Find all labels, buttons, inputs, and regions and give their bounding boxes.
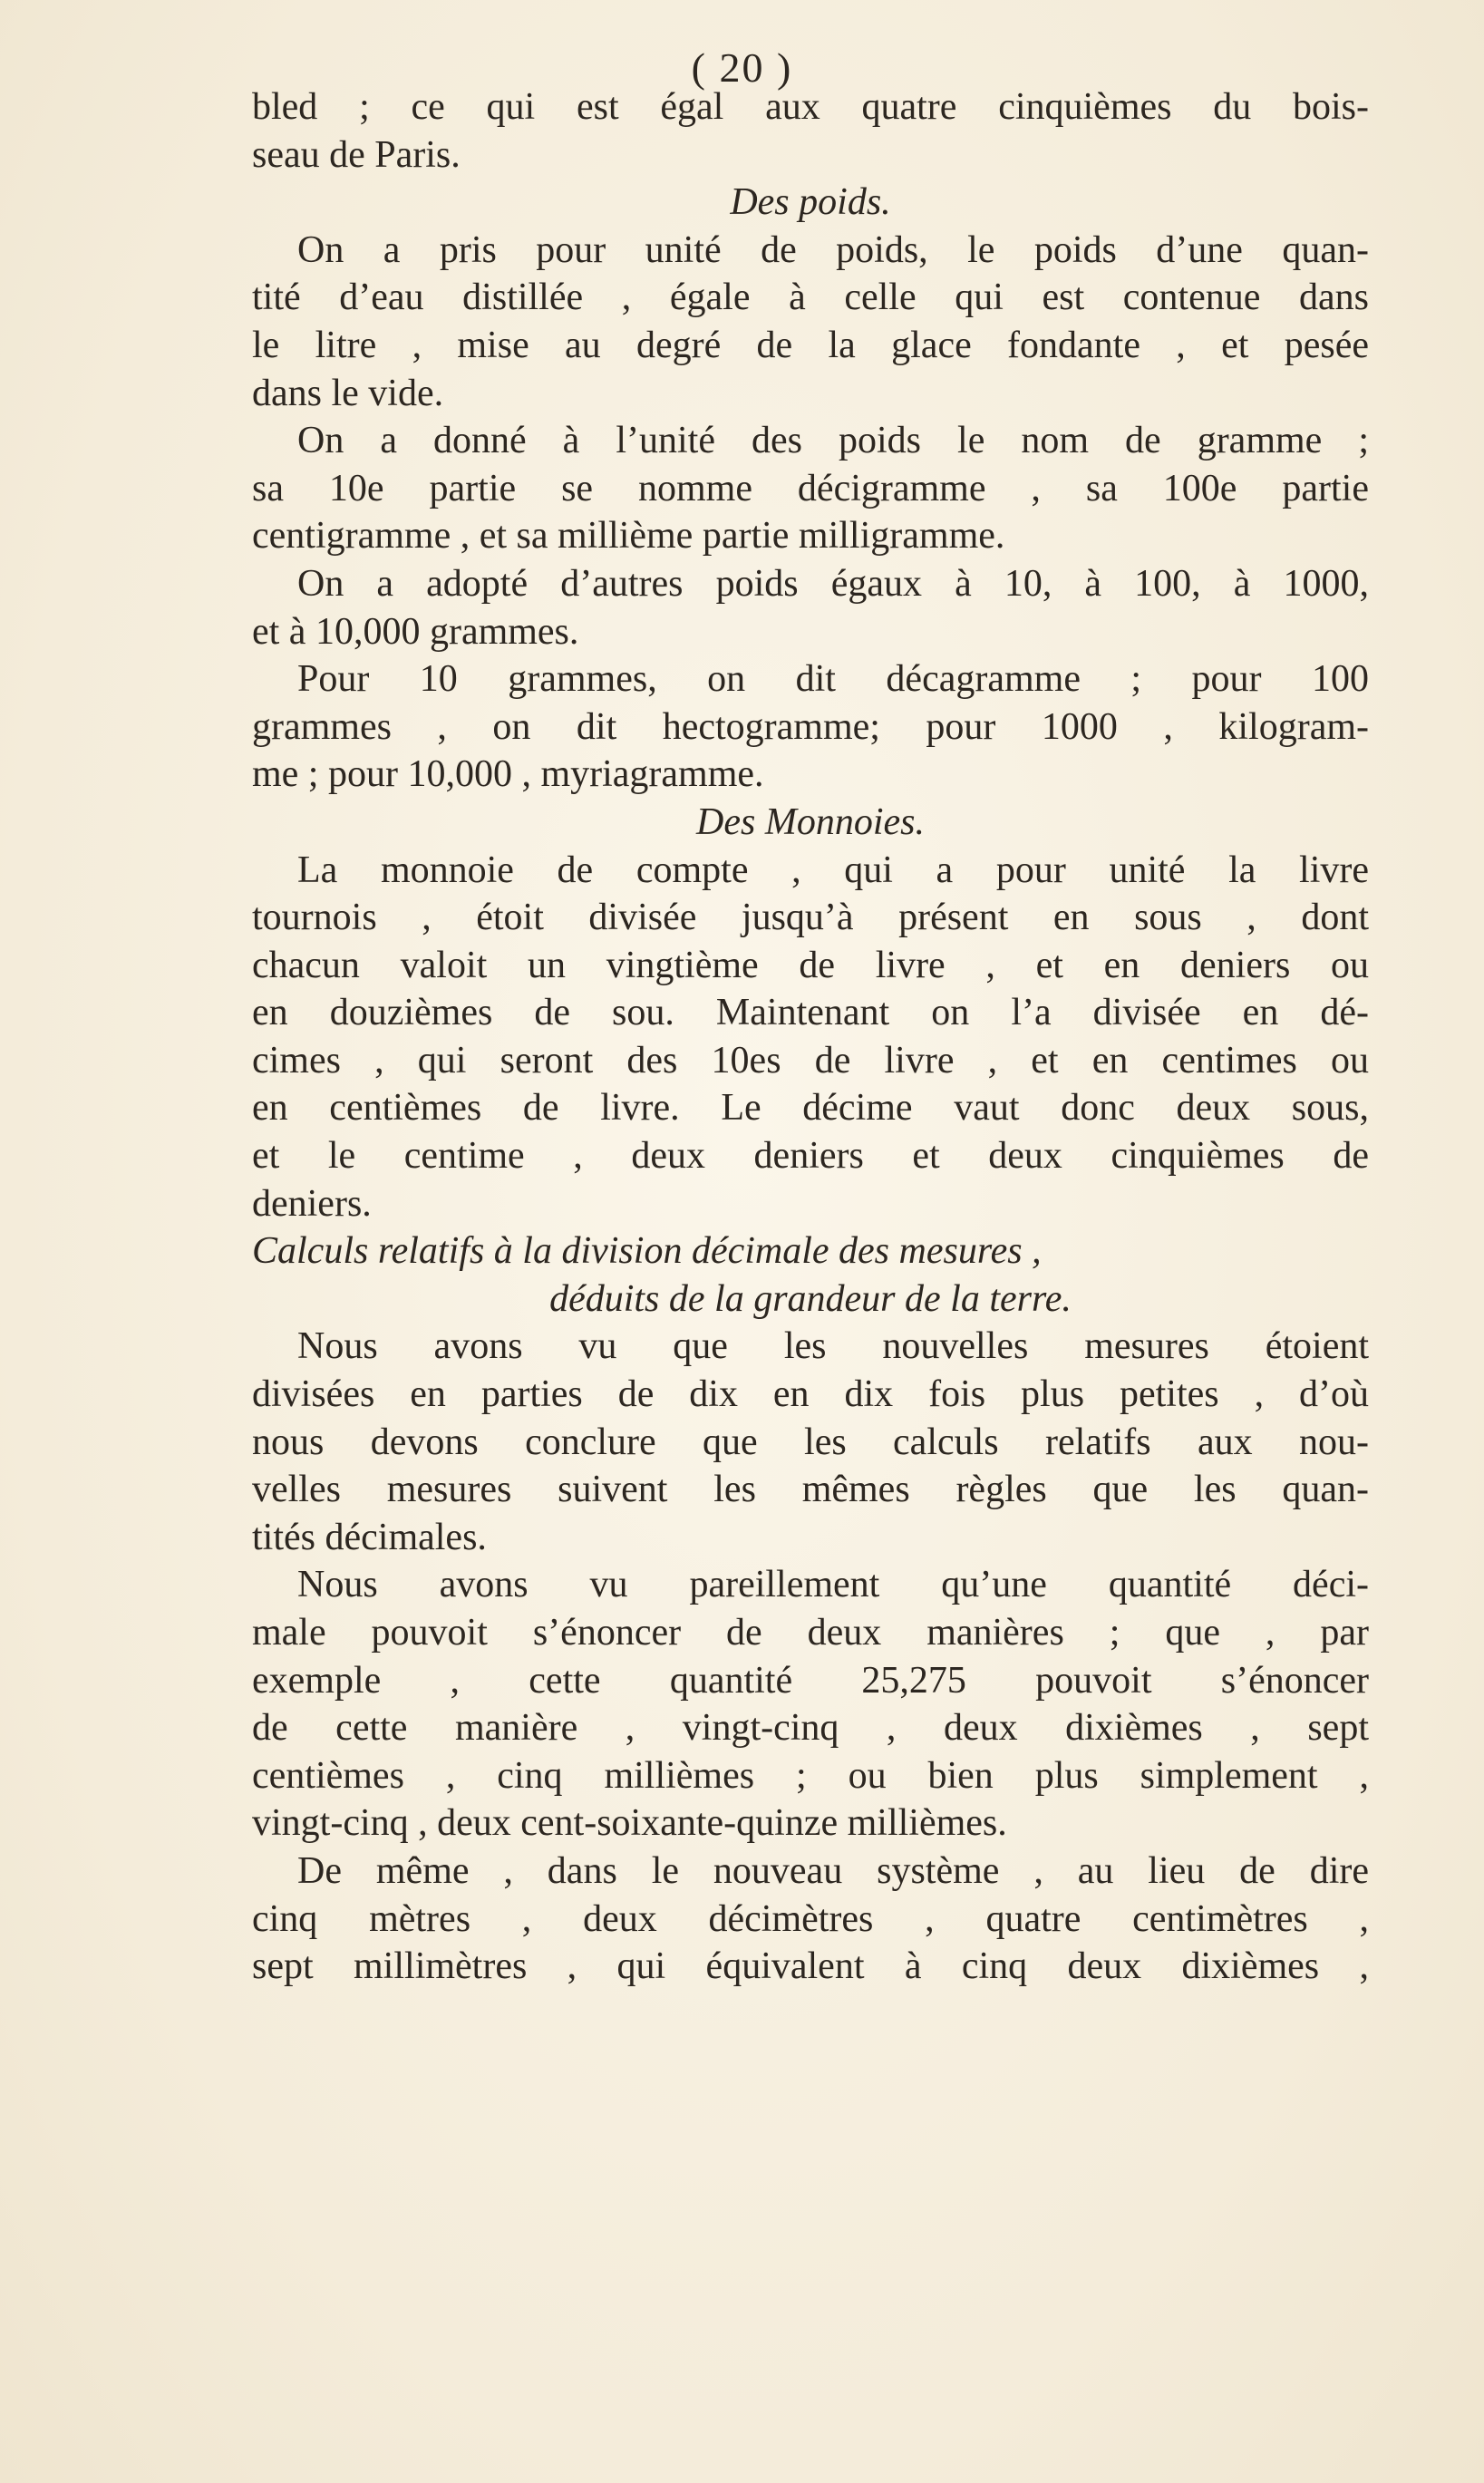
paragraph-first-line: La monnoie de compte , qui a pour unité la livre	[297, 849, 1369, 891]
text-line: tournois , étoit divisée jusqu’à présent en sous , dont	[252, 897, 1369, 939]
text-line: le litre , mise au degré de la glace fondante , et pesée	[252, 324, 1369, 366]
paragraph-first-line: De même , dans le nouveau système , au lieu de dire	[297, 1849, 1369, 1892]
text-line: divisées en parties de dix en dix fois plus petites , d’où	[252, 1373, 1369, 1416]
section-heading: Des Monnoies.	[696, 800, 925, 843]
text-line: et le centime , deux deniers et deux cinquièmes de	[252, 1135, 1369, 1178]
page-number: ( 20 )	[691, 44, 793, 91]
text-line: vingt-cinq , deux cent-soixante-quinze millièmes.	[252, 1802, 1007, 1845]
paragraph-first-line: Nous avons vu pareillement qu’une quantité déci-	[297, 1564, 1369, 1606]
text-line: dans le vide.	[252, 372, 444, 414]
text-line: sept millimètres , qui équivalent à cinq deux dixièmes ,	[252, 1945, 1369, 1988]
text-line: cinq mètres , deux décimètres , quatre centimètres ,	[252, 1897, 1369, 1940]
text-line: centièmes , cinq millièmes ; ou bien plus simplement ,	[252, 1754, 1369, 1797]
text-line: chacun valoit un vingtième de livre , et en deniers ou	[252, 944, 1369, 986]
section-heading: Calculs relatifs à la division décimale des mesures ,	[252, 1230, 1042, 1273]
paragraph-first-line: Pour 10 grammes, on dit décagramme ; pour 100	[297, 658, 1369, 701]
text-line: deniers.	[252, 1182, 372, 1225]
text-line: tité d’eau distillée , égale à celle qui est contenue dans	[252, 276, 1369, 319]
text-line: velles mesures suivent les mêmes règles que les quan-	[252, 1469, 1369, 1511]
paragraph-first-line: On a donné à l’unité des poids le nom de gramme ;	[297, 420, 1369, 462]
text-line: bled ; ce qui est égal aux quatre cinquièmes du bois-	[252, 86, 1369, 128]
text-line: me ; pour 10,000 , myriagramme.	[252, 753, 764, 796]
text-line: male pouvoit s’énoncer de deux manières ; que , par	[252, 1612, 1369, 1654]
text-line: nous devons conclure que les calculs relatifs aux nou-	[252, 1421, 1369, 1463]
page-text	[252, 83, 1369, 1991]
text-line: grammes , on dit hectogramme; pour 1000 , kilogram-	[252, 705, 1369, 748]
text-line: et à 10,000 grammes.	[252, 610, 579, 653]
text-line: cimes , qui seront des 10es de livre , et en centimes ou	[252, 1039, 1369, 1081]
text-line: centigramme , et sa millième partie milligramme.	[252, 515, 1005, 558]
section-heading: déduits de la grandeur de la terre.	[549, 1277, 1072, 1320]
paragraph-first-line: Nous avons vu que les nouvelles mesures étoient	[297, 1325, 1369, 1368]
text-line: de cette manière , vingt-cinq , deux dixièmes , sept	[252, 1707, 1369, 1750]
text-line: seau de Paris.	[252, 133, 461, 176]
section-heading: Des poids.	[730, 181, 891, 224]
text-line: en centièmes de livre. Le décime vaut donc deux sous,	[252, 1087, 1369, 1130]
paragraph-first-line: On a adopté d’autres poids égaux à 10, à 100, à 1000,	[297, 562, 1369, 605]
paragraph-first-line: On a pris pour unité de poids, le poids d’une quan-	[297, 228, 1369, 271]
text-line: en douzièmes de sou. Maintenant on l’a divisée en dé-	[252, 992, 1369, 1034]
text-line: tités décimales.	[252, 1516, 487, 1558]
text-line: sa 10e partie se nomme décigramme , sa 100e partie	[252, 467, 1369, 509]
text-line: exemple , cette quantité 25,275 pouvoit s’énoncer	[252, 1659, 1369, 1702]
